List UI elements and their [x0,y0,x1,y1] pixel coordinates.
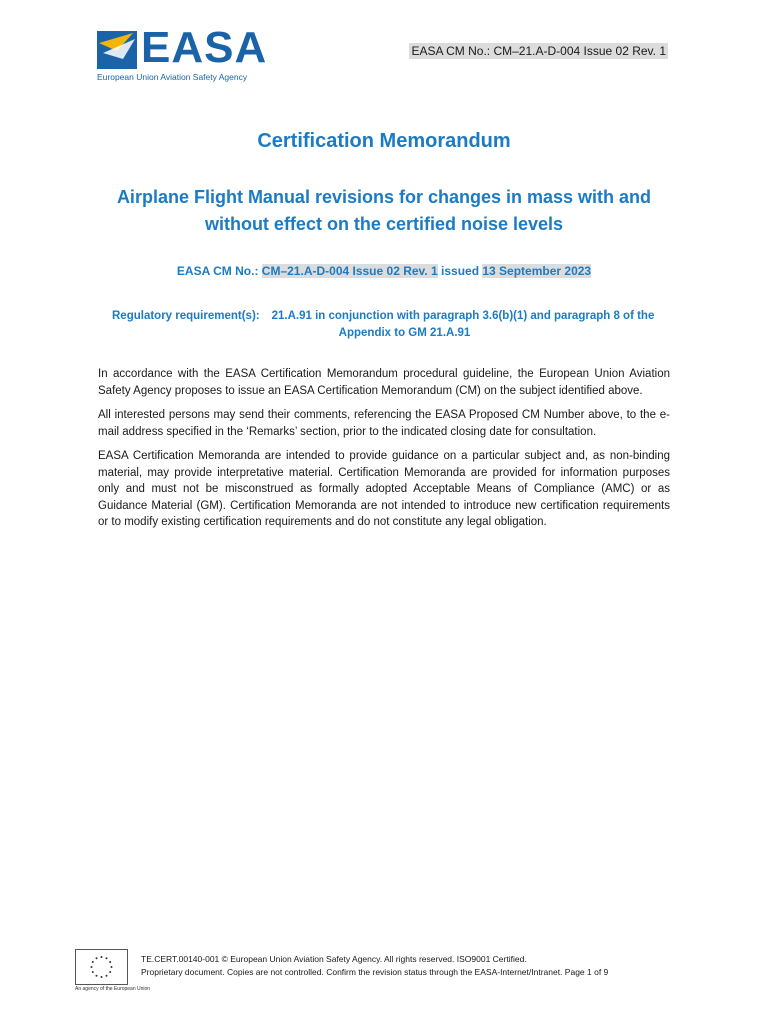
logo-wordmark: EASA [141,23,268,72]
subtitle-line-2: without effect on the certified noise levels [204,214,564,234]
footer [141,953,701,979]
easa-logo [97,23,268,85]
subtitle-line-1: Airplane Flight Manual revisions for changes in mass with and [116,187,652,207]
footer-line-1: TE.CERT.00140-001 © European Union Aviation Safety Agency. All rights reserved. ISO9001 Certified. [141,954,527,964]
footer-line-2: Proprietary document. Copies are not controlled. Confirm the revision status through the EASA-Internet/Intranet. Page 1 of 9 [141,967,609,977]
paragraph-1: In accordance with the EASA Certification Memorandum procedural guideline, the European Union Aviation Safety Agency proposes to issue an EASA Certification Memorandum (CM) on the subject identified above. [98,368,670,397]
regulatory-line-1: 21.A.91 in conjunction with paragraph 3.6(b)(1) and paragraph 8 of the [271,310,655,322]
regulatory-label: Regulatory requirement(s): [112,310,260,322]
eu-agency-caption: An agency of the European Union [75,986,151,992]
logo-subtitle: European Union Aviation Safety Agency [97,72,248,82]
easa-wing-icon [97,29,137,69]
cm-number-line [0,264,768,278]
header-reference: EASA CM No.: CM–21.A-D-004 Issue 02 Rev. 1 [411,44,666,58]
regulatory-requirements [112,308,657,342]
cm-issued: issued [437,264,483,278]
eu-flag-icon [75,949,128,985]
body-text [98,366,670,539]
paragraph-3: EASA Certification Memoranda are intended to provide guidance on a particular subject and, as non-binding material, may provide interpretative material. Certification Memoranda are provided for information purposes only and must not be misconstrued as formally adopted Acceptable Means of Compliance (AMC) or as Guidance Material (GM). Certification Memoranda are not intended to introduce new certification requirements or to modify existing certification requirements and do not constitute any legal obligation. [98,450,670,528]
document-title: Certification Memorandum [257,130,511,152]
cm-number: CM–21.A-D-004 Issue 02 Rev. 1 [261,264,438,278]
cm-date: 13 September 2023 [482,264,592,278]
document-subtitle [0,184,768,238]
regulatory-line-2: Appendix to GM 21.A.91 [338,327,471,339]
cm-prefix: EASA CM No.: [176,264,262,278]
paragraph-2: All interested persons may send their comments, referencing the EASA Proposed CM Number above, to the e-mail address specified in the ‘Remarks’ section, prior to the indicated closing date for consultation. [98,409,670,438]
